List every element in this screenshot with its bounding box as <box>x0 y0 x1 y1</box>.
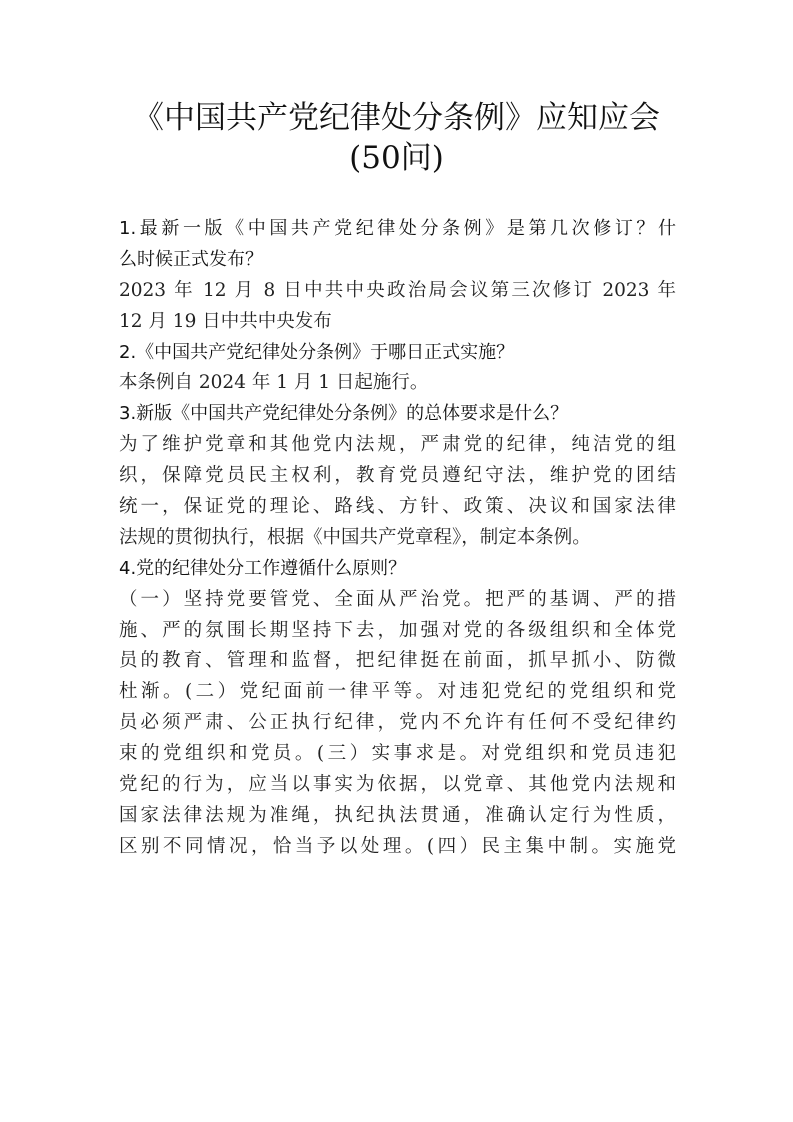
answer-line: 国家法律法规为准绳，执纪执法贯通，准确认定行为性质， <box>119 804 676 826</box>
answer-line: 为了维护党章和其他党内法规，严肃党的纪律，纯洁党的组 <box>119 434 676 456</box>
question-line: 1.最新一版《中国共产党纪律处分条例》是第几次修订？什 <box>119 218 676 239</box>
answer-line: 织，保障党员民主权利，教育党员遵纪守法，维护党的团结 <box>119 465 676 487</box>
document-body <box>119 214 676 863</box>
answer-line: 区别不同情况，恰当予以处理。(四）民主集中制。实施党 <box>119 835 676 857</box>
question-line: 2.《中国共产党纪律处分条例》于哪日正式实施？ <box>119 341 515 363</box>
answer-line: 员必须严肃、公正执行纪律，党内不允许有任何不受纪律约 <box>119 712 676 734</box>
answer-line: 统一，保证党的理论、路线、方针、政策、决议和国家法律 <box>119 496 676 518</box>
answer-line: 12 月 19 日中共中央发布 <box>119 310 332 332</box>
question-line: 3.新版《中国共产党纪律处分条例》的总体要求是什么？ <box>119 403 569 425</box>
question-line: 么时候正式发布？ <box>119 248 263 270</box>
answer-line: 2023 年 12 月 8 日中共中央政治局会议第三次修订 2023 年 <box>119 279 676 301</box>
document-title: 《中国共产党纪律处分条例》应知应会 <box>133 100 660 136</box>
question-line: 4.党的纪律处分工作遵循什么原则？ <box>119 557 407 579</box>
answer-line: 施、严的氛围长期坚持下去，加强对党的各级组织和全体党 <box>119 619 676 641</box>
answer-line: （一）坚持党要管党、全面从严治党。把严的基调、严的措 <box>119 588 676 610</box>
answer-line: 杜渐。(二）党纪面前一律平等。对违犯党纪的党组织和党 <box>119 681 676 703</box>
answer-line: 本条例自 2024 年 1 月 1 日起施行。 <box>119 372 429 394</box>
answer-line: 法规的贯彻执行，根据《中国共产党章程》，制定本条例。 <box>119 526 591 548</box>
document-subtitle: (50问) <box>349 140 444 176</box>
answer-line: 束的党组织和党员。(三）实事求是。对党组织和党员违犯 <box>119 743 676 765</box>
answer-line: 党纪的行为，应当以事实为依据，以党章、其他党内法规和 <box>119 774 676 796</box>
answer-line: 员的教育、管理和监督，把纪律挺在前面，抓早抓小、防微 <box>119 650 676 672</box>
